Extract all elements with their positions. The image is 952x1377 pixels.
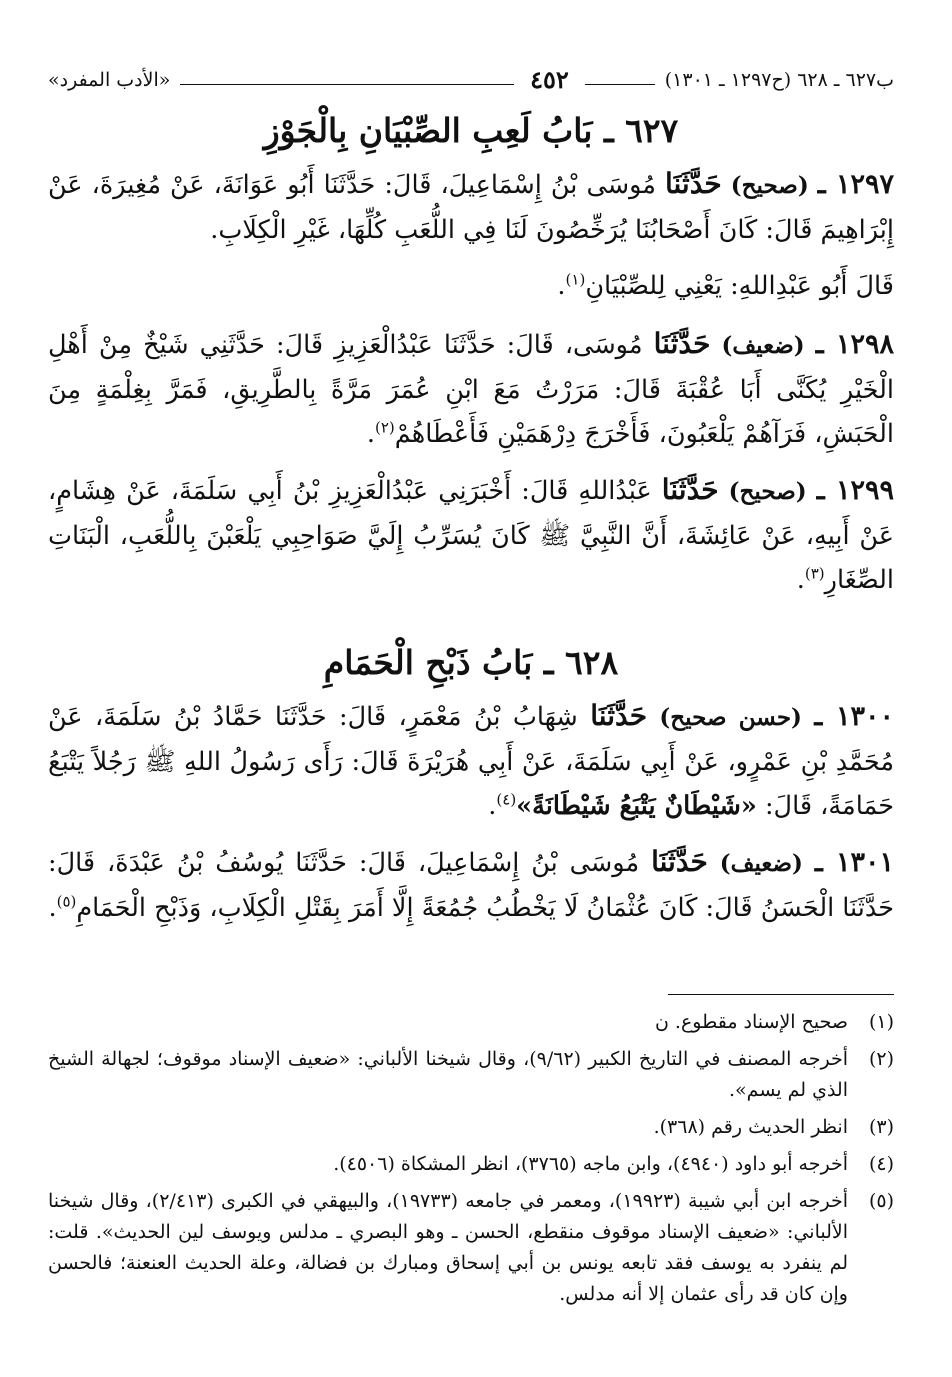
footnote-text: أخرجه ابن أبي شيبة (١٩٩٢٣)، ومعمر في جامعه (١٩٧٣٣)، والبيهقي في الكبرى (٢/٤١٣)، وقال شيخنا الألباني: «ضعيف الإسناد موقوف منقطع، الحسن ـ وهو البصري ـ مدلس ويوسف لين الحديث». قلت: لم ينفرد به يوسف فقد تابعه يونس بن أبي إسحاق ومبارك بن فضالة، وعلة الحديث العنعنة؛ فالحسن وإن كان قد رأى عثمان إلا أنه مدلس.	[48, 1190, 848, 1305]
hadith-paragraph	[48, 694, 894, 828]
page-number: ٤٥٢	[530, 65, 569, 94]
hadith-text: عَبْدُاللهِ قَالَ: أَخْبَرَنِي عَبْدُالْعَزِيزِ بْنُ أَبِي سَلَمَةَ، عَنْ هِشَامٍ، عَنْ أَبِيهِ، عَنْ عَائِشَةَ، أَنَّ النَّبِيَّ ﷺ كَانَ يُسَرِّبُ إِلَيَّ صَوَاحِبِي يَلْعَبْنَ بِاللُّعَبِ، الْبَنَاتِ الصِّغَارِ	[48, 476, 894, 595]
hadith-text: شِهَابُ بْنُ مَعْمَرٍ، قَالَ: حَدَّثَنَا حَمَّادُ بْنُ سَلَمَةَ، عَنْ مُحَمَّدِ بْنِ عَمْرٍو، عَنْ أَبِي سَلَمَةَ، عَنْ أَبِي هُرَيْرَةَ قَالَ: رَأَى رَسُولُ اللهِ ﷺ رَجُلاً يَتْبَعُ حَمَامَةً، قَالَ:	[48, 702, 894, 821]
footnote-item	[48, 1112, 894, 1143]
hadith-grade: (حسن صحيح)	[659, 704, 802, 731]
footnote-number: (٥)	[868, 1190, 894, 1212]
hadith-paragraph	[48, 322, 894, 456]
hadith-ending: .	[488, 791, 497, 821]
chapter-title: ٦٢٨ ـ بَابُ ذَبْحِ الْحَمَامِ	[323, 643, 619, 682]
author-note-text: قَالَ أَبُو عَبْدِاللهِ: يَعْنِي لِلصِّبْيَانِ	[585, 271, 894, 301]
hadith-tahdith: حَدَّثَنَا	[651, 845, 708, 878]
hadith-paragraph	[48, 468, 894, 602]
hadith-grade: (ضعيف)	[719, 850, 803, 877]
footnote-text: صحيح الإسناد مقطوع. ن	[654, 1011, 848, 1033]
footnote-ref: (٥)	[56, 892, 77, 911]
hadith-tahdith: حَدَّثَنَا	[661, 473, 719, 506]
footnote-text: انظر الحديث رقم (٣٦٨).	[653, 1116, 848, 1138]
footnote-number: (٤)	[868, 1153, 894, 1175]
hadith-grade: (صحيح)	[730, 172, 809, 199]
book-page	[48, 62, 894, 1316]
author-note: قَالَ أَبُو عَبْدِاللهِ: يَعْنِي لِلصِّبْيَانِ$^{(١)}$.	[557, 270, 894, 301]
running-head-book-title: «الأدب المفرد»	[48, 69, 171, 91]
footnote-text: أخرجه أبو داود (٤٩٤٠)، وابن ماجه (٣٧٦٥)، انظر المشكاة (٤٥٠٦).	[333, 1153, 848, 1175]
hadith-paragraph	[48, 840, 894, 930]
footnote-text: أخرجه المصنف في التاريخ الكبير (٩/٦٢)، وقال شيخنا الألباني: «ضعيف الإسناد موقوف؛ لجهالة الشيخ الذي لم يسم».	[48, 1048, 849, 1101]
footnote-number: (١)	[868, 1011, 894, 1033]
hadith-text: مُوسَى، قَالَ: حَدَّثَنَا عَبْدُالْعَزِيزِ قَالَ: حَدَّثَنِي شَيْخٌ مِنْ أَهْلِ الْخَيْرِ يُكَنَّى أَبَا عُقْبَةَ قَالَ: مَرَرْتُ مَعَ ابْنِ عُمَرَ مَرَّةً بِالطَّرِيقِ، فَمَرَّ بِغِلْمَةٍ مِنَ الْحَبَشِ، فَرَآهُمْ يَلْعَبُونَ، فَأَخْرَجَ دِرْهَمَيْنِ فَأَعْطَاهُمْ	[48, 330, 894, 449]
footnote-item	[48, 1149, 894, 1180]
footnote-item	[48, 1044, 894, 1106]
hadith-number: ١٣٠١ ـ	[814, 847, 895, 878]
running-head-range: ب٦٢٧ ـ ٦٢٨ (ح١٢٩٧ ـ ١٣٠١)	[664, 69, 894, 91]
hadith-text: مُوسَى بْنُ إِسْمَاعِيلَ، قَالَ: حَدَّثَنَا يُوسُفُ بْنُ عَبْدَةَ، قَالَ: حَدَّثَنَا الْحَسَنُ قَالَ: كَانَ عُثْمَانُ لَا يَخْطُبُ جُمُعَةً إِلَّا أَمَرَ بِقَتْلِ الْكِلَابِ، وَذَبْحِ الْحَمَامِ	[48, 848, 894, 923]
hadith-ending: .	[48, 893, 57, 923]
footnote-item	[48, 1007, 894, 1038]
hadith-number: ١٢٩٧ ـ	[817, 169, 895, 200]
hadith-text: مُوسَى بْنُ إِسْمَاعِيلَ، قَالَ: حَدَّثَنَا أَبُو عَوَانَةَ، عَنْ مُغِيرَةَ، عَنْ إِبْرَاهِيمَ قَالَ: كَانَ أَصْحَابُنَا يُرَخِّصُونَ لَنَا فِي اللُّعَبِ كُلِّهَا، غَيْرِ الْكِلَابِ.	[48, 170, 894, 245]
hadith-tahdith: حَدَّثَنَا	[664, 167, 722, 200]
hadith-number: ١٢٩٩ ـ	[816, 475, 895, 506]
hadith-tahdith: حَدَّثَنَا	[653, 327, 711, 360]
footnote-number: (٢)	[868, 1048, 894, 1070]
hadith-grade: (ضعيف)	[721, 332, 805, 359]
hadith-grade: (صحيح)	[728, 478, 807, 505]
running-head-rule	[585, 84, 655, 85]
footnote-ref: (١)	[565, 270, 586, 289]
footnote-divider	[668, 994, 894, 995]
running-head-rule	[180, 84, 514, 85]
footnotes	[48, 1007, 894, 1310]
chapter-title: ٦٢٧ ـ بَابُ لَعِبِ الصِّبْيَانِ بِالْجَوْزِ	[263, 111, 679, 150]
footnote-number: (٣)	[868, 1116, 894, 1138]
footnote-ref: (٣)	[804, 564, 825, 583]
footnote-item	[48, 1186, 894, 1310]
hadith-number: ١٣٠٠ ـ	[814, 701, 894, 732]
hadith-number: ١٢٩٨ ـ	[815, 329, 895, 360]
hadith-ending: .	[796, 565, 805, 595]
hadith-tahdith: حَدَّثَنَا	[590, 699, 647, 732]
hadith-paragraph	[48, 162, 894, 252]
hadith-quote: «شَيْطَانٌ يَتْبَعُ شَيْطَانَةً»	[516, 791, 757, 821]
running-head	[48, 62, 894, 98]
hadith-ending: .	[366, 419, 375, 449]
footnote-ref: (٤)	[496, 790, 517, 809]
footnote-ref: (٢)	[375, 418, 395, 437]
